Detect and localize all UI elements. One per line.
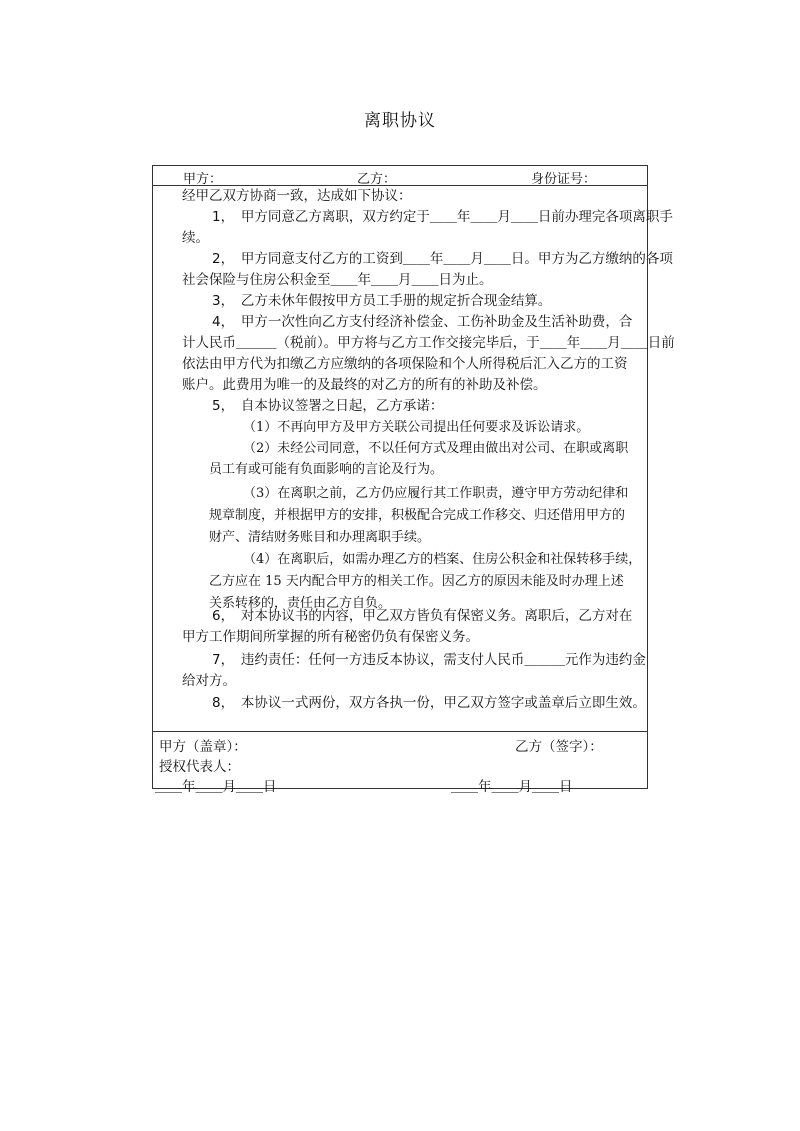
- signature-section: [153, 732, 647, 795]
- clause-4-line-1: 4， 甲方一次性向乙方支付经济补偿金、工伤补助金及生活补助费，合: [212, 314, 633, 330]
- agreement-body: [153, 185, 675, 732]
- clause-5-2-line-1: （2）未经公司同意，不以任何方式及理由做出对公司、在职或离职: [243, 441, 629, 456]
- clause-3-line-1: 3， 乙方未休年假按甲方员工手册的规定折合现金结算。: [212, 293, 552, 309]
- clause-7-line-1: 7， 违约责任：任何一方违反本协议，需支付人民币＿＿＿元作为违约金: [212, 652, 646, 668]
- party-a-label: 甲方：: [183, 172, 223, 187]
- clause-5-line-1: 5， 自本协议签署之日起，乙方承诺：: [212, 398, 444, 414]
- clause-1-line-2: 续。: [182, 230, 209, 246]
- party-b-label: 乙方：: [357, 172, 397, 187]
- clause-6-line-1: 6， 对本协议书的内容，甲乙双方皆负有保密义务。离职后，乙方对在: [212, 608, 633, 624]
- clause-2-line-2: 社会保险与住房公积金至＿＿年＿＿月＿＿日为止。: [182, 272, 493, 288]
- clause-2-line-1: 2， 甲方同意支付乙方的工资到＿＿年＿＿月＿＿日。甲方为乙方缴纳的各项: [212, 251, 673, 267]
- clause-5-1-line-1: （1）不再向甲方及甲方关联公司提出任何要求及诉讼请求。: [243, 420, 590, 435]
- representative-label: 授权代表人：: [159, 759, 240, 775]
- clause-5-2-line-2: 员工有或可能有负面影响的言论及行为。: [209, 462, 444, 477]
- clause-5-4-line-2: 乙方应在 15 天内配合甲方的相关工作。因乙方的原因未能及时办理上述: [209, 574, 624, 589]
- clause-6-line-2: 甲方工作期间所掌握的所有秘密仍负有保密义务。: [182, 629, 479, 645]
- intro-line: 经甲乙双方协商一致，达成如下协议：: [182, 188, 412, 204]
- id-number-label: 身份证号：: [531, 172, 597, 187]
- party-a-seal-label: 甲方（盖章）：: [159, 739, 247, 755]
- clause-8-line-1: 8， 本协议一式两份，双方各执一份，甲乙双方签字或盖章后立即生效。: [212, 695, 646, 711]
- document-title: 离职协议: [364, 111, 436, 131]
- party-b-sign-label: 乙方（签字）：: [515, 739, 603, 755]
- clause-7-line-2: 给对方。: [182, 673, 236, 689]
- clause-5-4-line-1: （4）在离职后，如需办理乙方的档案、住房公积金和社保转移手续，: [243, 552, 642, 567]
- clause-1-line-1: 1， 甲方同意乙方离职，双方约定于＿＿年＿＿月＿＿日前办理完各项离职手: [212, 209, 673, 225]
- clause-5-4-line-3: 关系转移的，责任由乙方自负。: [209, 596, 392, 611]
- clause-4-line-3: 依法由甲方代为扣缴乙方应缴纳的各项保险和个人所得税后汇入乙方的工资: [182, 356, 628, 372]
- clause-4-line-4: 账户。此费用为唯一的及最终的对乙方的所有的补助及补偿。: [182, 377, 547, 393]
- clause-5-3-line-3: 财产、清结财务账目和办理离职手续。: [209, 530, 431, 545]
- agreement-table: [152, 165, 675, 795]
- clause-5-3-line-1: （3）在离职之前，乙方仍应履行其工作职责，遵守甲方劳动纪律和: [243, 486, 629, 501]
- party-b-date: ＿＿年＿＿月＿＿日: [451, 779, 573, 795]
- party-a-date: ＿＿年＿＿月＿＿日: [155, 779, 277, 795]
- parties-header-row: [153, 166, 647, 186]
- clause-5-3-line-2: 规章制度，并根据甲方的安排，积极配合完成工作移交、归还借用甲方的: [209, 508, 626, 523]
- clause-4-line-2: 计人民币＿＿＿（税前）。甲方将与乙方工作交接完毕后，于＿＿年＿＿月＿＿日前: [182, 335, 675, 351]
